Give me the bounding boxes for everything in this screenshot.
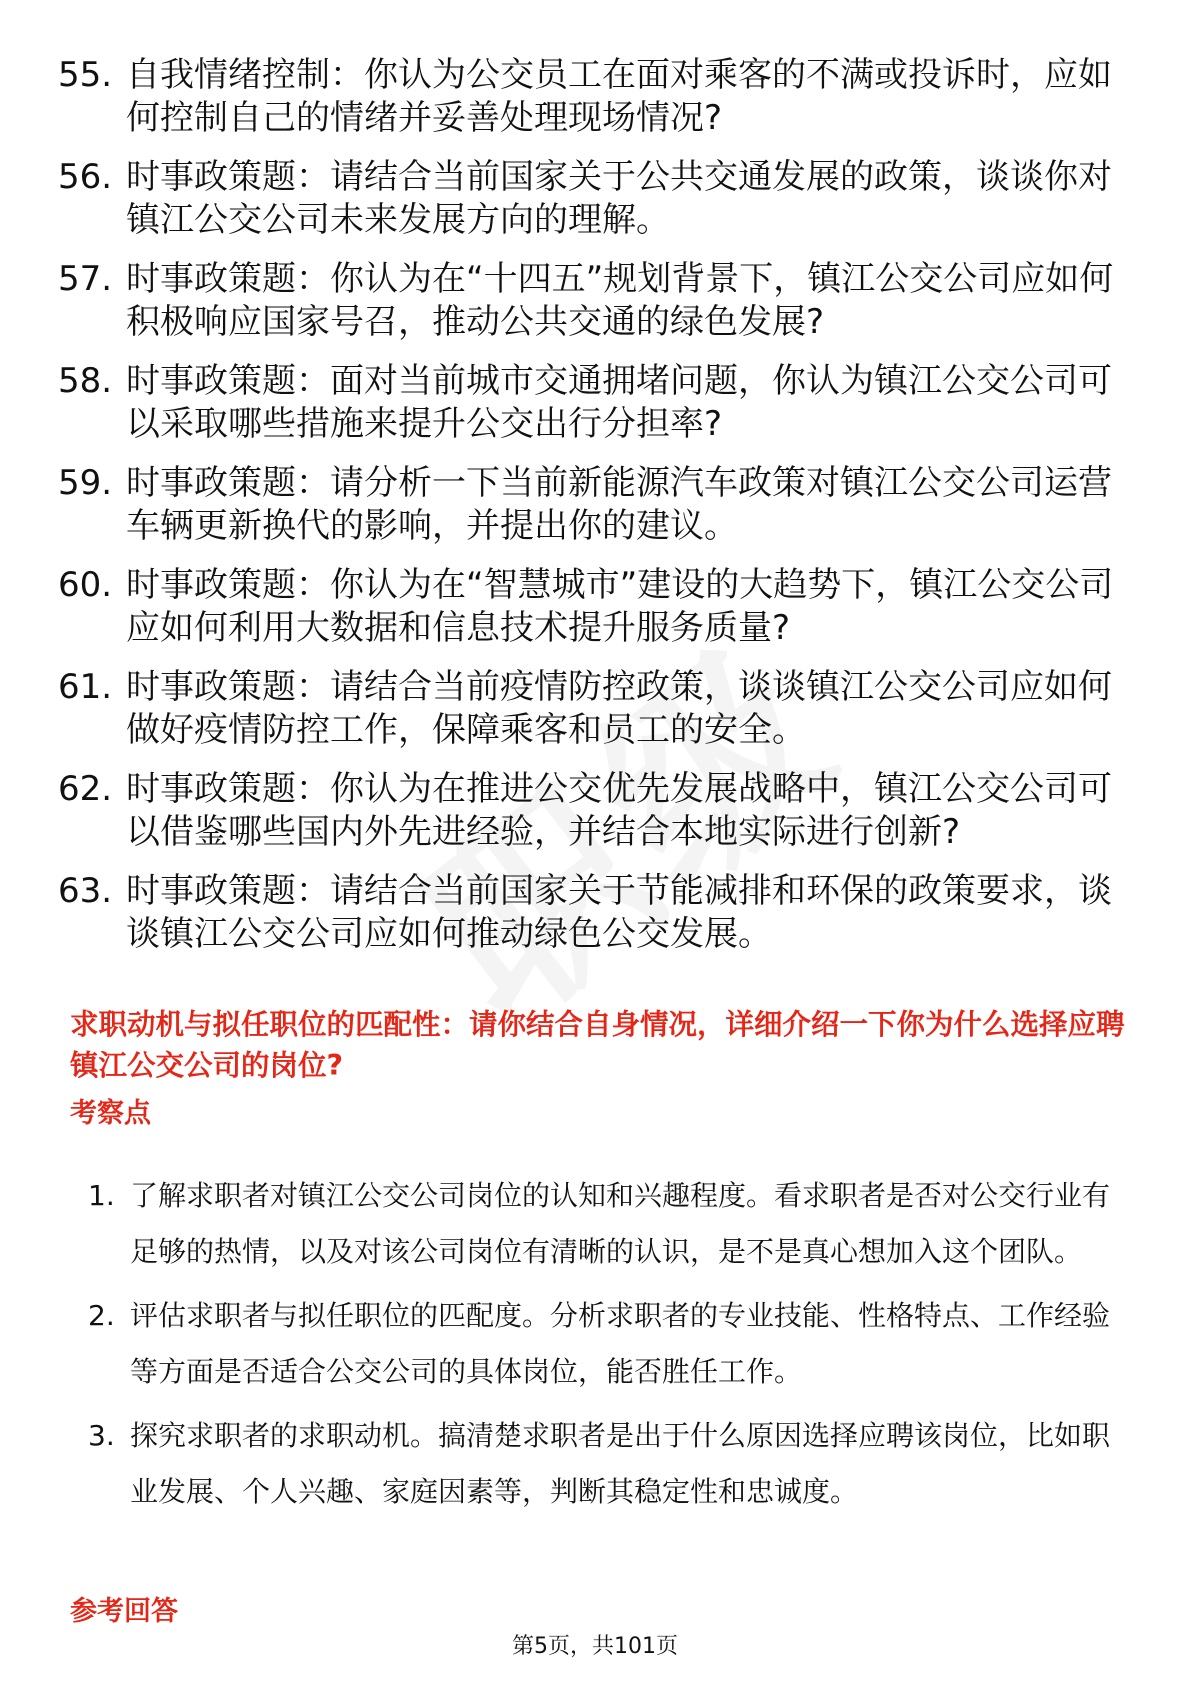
question-item [58, 870, 1128, 956]
question-number: 58. [58, 361, 113, 401]
question-item [58, 768, 1128, 854]
point-item [70, 1408, 1130, 1520]
question-item [58, 564, 1128, 650]
page-footer: 第5页，共101页 [512, 1634, 678, 1659]
point-text: 了解求职者对镇江公交公司岗位的认知和兴趣程度。看求职者是否对公交行业有足够的热情，以及对该公司岗位有清晰的认识，是不是真心想加入这个团队。 [130, 1179, 1111, 1268]
question-item [58, 666, 1128, 752]
question-number: 62. [58, 769, 113, 809]
point-text: 探究求职者的求职动机。搞清楚求职者是出于什么原因选择应聘该岗位，比如职业发展、个人兴趣、家庭因素等，判断其稳定性和忠诚度。 [130, 1419, 1111, 1508]
point-item [70, 1288, 1130, 1400]
question-number: 55. [58, 55, 113, 95]
point-item [70, 1168, 1130, 1280]
question-number: 63. [58, 871, 113, 911]
question-number: 59. [58, 463, 113, 503]
question-text: 时事政策题：请结合当前国家关于节能减排和环保的政策要求，谈谈镇江公交公司应如何推动绿色公交发展。 [126, 871, 1112, 954]
question-text: 时事政策题：面对当前城市交通拥堵问题，你认为镇江公交公司可以采取哪些措施来提升公交出行分担率? [126, 361, 1112, 444]
point-number: 1. [88, 1179, 115, 1212]
point-number: 2. [88, 1299, 115, 1332]
question-number: 56. [58, 157, 113, 197]
section-heading: 求职动机与拟任职位的匹配性：请你结合自身情况，详细介绍一下你为什么选择应聘镇江公交公司的岗位? [70, 1008, 1125, 1082]
question-number: 57. [58, 259, 113, 299]
question-text: 时事政策题：你认为在推进公交优先发展战略中，镇江公交公司可以借鉴哪些国内外先进经验，并结合本地实际进行创新? [126, 769, 1112, 852]
question-number: 60. [58, 565, 113, 605]
point-number: 3. [88, 1419, 115, 1452]
question-text: 时事政策题：你认为在“十四五”规划背景下，镇江公交公司应如何积极响应国家号召，推动公共交通的绿色发展? [126, 259, 1114, 342]
question-text: 时事政策题：请结合当前疫情防控政策，谈谈镇江公交公司应如何做好疫情防控工作，保障乘客和员工的安全。 [126, 667, 1112, 750]
points-list [70, 1168, 1130, 1528]
question-text: 时事政策题：请结合当前国家关于公共交通发展的政策，谈谈你对镇江公交公司未来发展方向的理解。 [126, 157, 1112, 240]
question-text: 时事政策题：你认为在“智慧城市”建设的大趋势下，镇江公交公司应如何利用大数据和信息技术提升服务质量? [126, 565, 1114, 648]
question-text: 自我情绪控制：你认为公交员工在面对乘客的不满或投诉时，应如何控制自己的情绪并妥善处理现场情况? [126, 55, 1112, 138]
question-number: 61. [58, 667, 113, 707]
question-list [58, 54, 1128, 972]
point-text: 评估求职者与拟任职位的匹配度。分析求职者的专业技能、性格特点、工作经验等方面是否适合公交公司的具体岗位，能否胜任工作。 [130, 1299, 1111, 1388]
question-item [58, 54, 1128, 140]
question-item [58, 462, 1128, 548]
question-item [58, 258, 1128, 344]
question-item [58, 360, 1128, 446]
question-text: 时事政策题：请分析一下当前新能源汽车政策对镇江公交公司运营车辆更新换代的影响，并提出你的建议。 [126, 463, 1112, 546]
points-heading: 考察点 [70, 1098, 151, 1129]
answer-heading: 参考回答 [70, 1596, 178, 1627]
question-item [58, 156, 1128, 242]
